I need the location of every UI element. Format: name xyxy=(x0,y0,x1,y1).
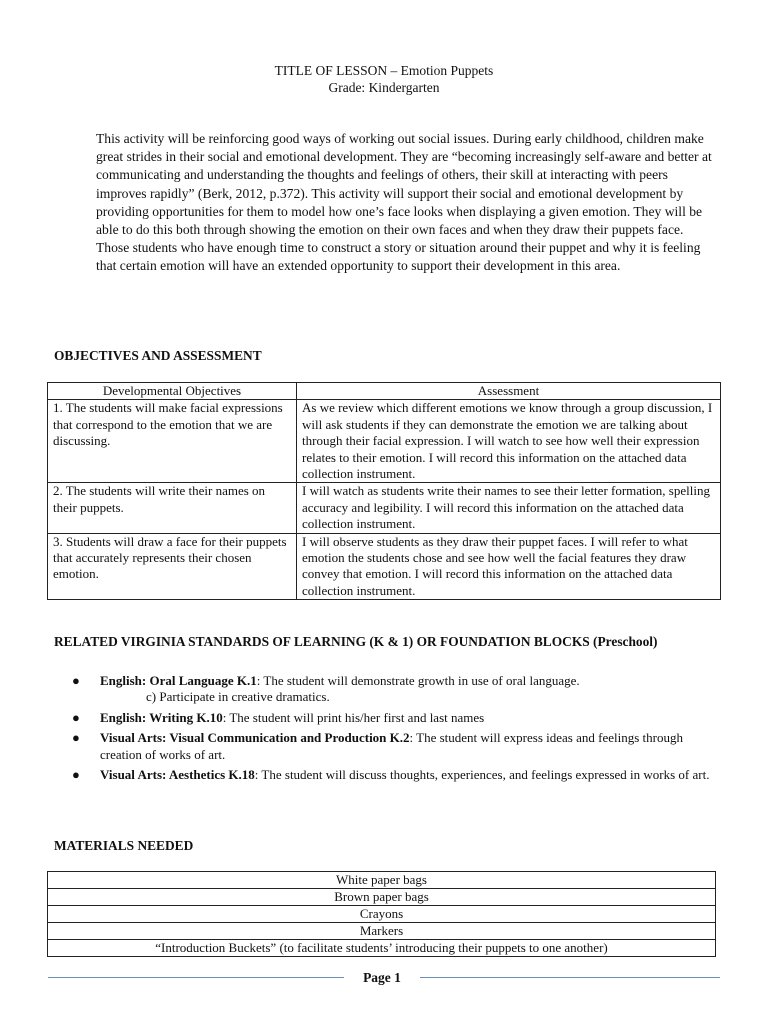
standard-text: : The student will demonstrate growth in use of oral language. xyxy=(256,673,580,688)
grade-value: Kindergarten xyxy=(368,80,440,95)
footer-divider-left xyxy=(48,977,344,978)
list-item xyxy=(72,767,722,783)
materials-heading: MATERIALS NEEDED xyxy=(54,838,194,853)
assessment-cell: I will watch as students write their names to see their letter formation, spelling accuracy and legibility. I will record this information on the attached data collection instrument. xyxy=(297,483,721,533)
objective-cell: 3. Students will draw a face for their puppets that accurately represents their chosen emotion. xyxy=(48,533,297,600)
standard-text: : The student will express ideas and feelings through creation of works of art. xyxy=(100,730,683,762)
title-separator: – xyxy=(387,63,401,78)
standards-heading-paren: (Preschool) xyxy=(589,634,658,649)
list-item xyxy=(72,673,722,706)
grade-line xyxy=(0,80,768,96)
table-row xyxy=(48,940,716,957)
bullet-icon: ● xyxy=(72,730,80,746)
standard-label: English: Oral Language K.1 xyxy=(100,673,257,688)
table-row xyxy=(48,400,721,483)
page-number: Page 1 xyxy=(363,970,401,985)
footer-divider-right xyxy=(420,977,720,978)
table-row xyxy=(48,533,721,600)
assessment-cell: As we review which different emotions we know through a group discussion, I will ask students if they can demonstrate the emotion we are talking about through their facial expression. I will watch to see how well their expression relates to their emotion. I will record this information on the attached data collection instrument. xyxy=(297,400,721,483)
objective-cell: 1. The students will make facial expressions that correspond to the emotion that we are discussing. xyxy=(48,400,297,483)
material-cell: Brown paper bags xyxy=(48,889,716,906)
col-header-objectives: Developmental Objectives xyxy=(48,383,297,400)
title-value: Emotion Puppets xyxy=(400,63,494,78)
intro-paragraph: This activity will be reinforcing good ways of working out social issues. During early childhood, children make great strides in their social and emotional development. They are “becoming increasingly self-aware and better at communicating and understanding the thoughts and feelings of others, their skill at interacting with peers improves rapidly” (Berk, 2012, p.372). This activity will support their social and emotional development by providing opportunities for them to model how one’s face looks when displaying a given emotion. They will be able to do this both through showing the emotion on their own faces and when they draw their puppets face. Those students who have enough time to construct a story or situation around their puppet and why it is feeling that certain emotion will have an extended opportunity to support their development in this area. xyxy=(96,131,712,274)
title-label: TITLE OF LESSON xyxy=(274,63,388,78)
standard-text: : The student will discuss thoughts, experiences, and feelings expressed in works of art. xyxy=(254,767,710,783)
table-row xyxy=(48,923,716,940)
table-row xyxy=(48,872,716,889)
material-cell: “Introduction Buckets” (to facilitate students’ introducing their puppets to one another) xyxy=(48,940,716,957)
materials-table xyxy=(47,871,716,957)
list-item xyxy=(72,730,722,763)
bullet-icon: ● xyxy=(72,673,80,688)
objective-cell: 2. The students will write their names on their puppets. xyxy=(48,483,297,533)
grade-label: Grade: xyxy=(328,80,369,95)
list-item xyxy=(72,710,722,726)
material-cell: White paper bags xyxy=(48,872,716,889)
material-cell: Markers xyxy=(48,923,716,940)
col-header-assessment: Assessment xyxy=(297,383,721,400)
standards-list xyxy=(72,673,722,787)
standards-heading-main: RELATED VIRGINIA STANDARDS OF LEARNING (K & 1) OR FOUNDATION BLOCKS xyxy=(54,634,590,649)
standard-label: English: Writing K.10 xyxy=(100,709,223,725)
lesson-title xyxy=(0,63,768,79)
table-row xyxy=(48,906,716,923)
assessment-cell: I will observe students as they draw their puppet faces. I will refer to what emotion the students chose and see how well the facial features they draw convey that emotion. I will record this information on the attached data collection instrument. xyxy=(297,533,721,600)
bullet-icon: ● xyxy=(72,709,80,725)
table-row xyxy=(48,889,716,906)
objectives-heading: OBJECTIVES AND ASSESSMENT xyxy=(54,348,262,363)
standards-heading xyxy=(54,634,658,650)
material-cell: Crayons xyxy=(48,906,716,923)
standard-text: : The student will print his/her first and last names xyxy=(222,709,485,725)
table-row xyxy=(48,483,721,533)
standard-subitem: c) Participate in creative dramatics. xyxy=(146,689,330,705)
table-header-row xyxy=(48,383,721,400)
bullet-icon: ● xyxy=(72,767,80,783)
objectives-table xyxy=(47,382,721,600)
standard-label: Visual Arts: Aesthetics K.18 xyxy=(100,767,255,783)
standard-label: Visual Arts: Visual Communication and Production K.2 xyxy=(100,730,410,746)
